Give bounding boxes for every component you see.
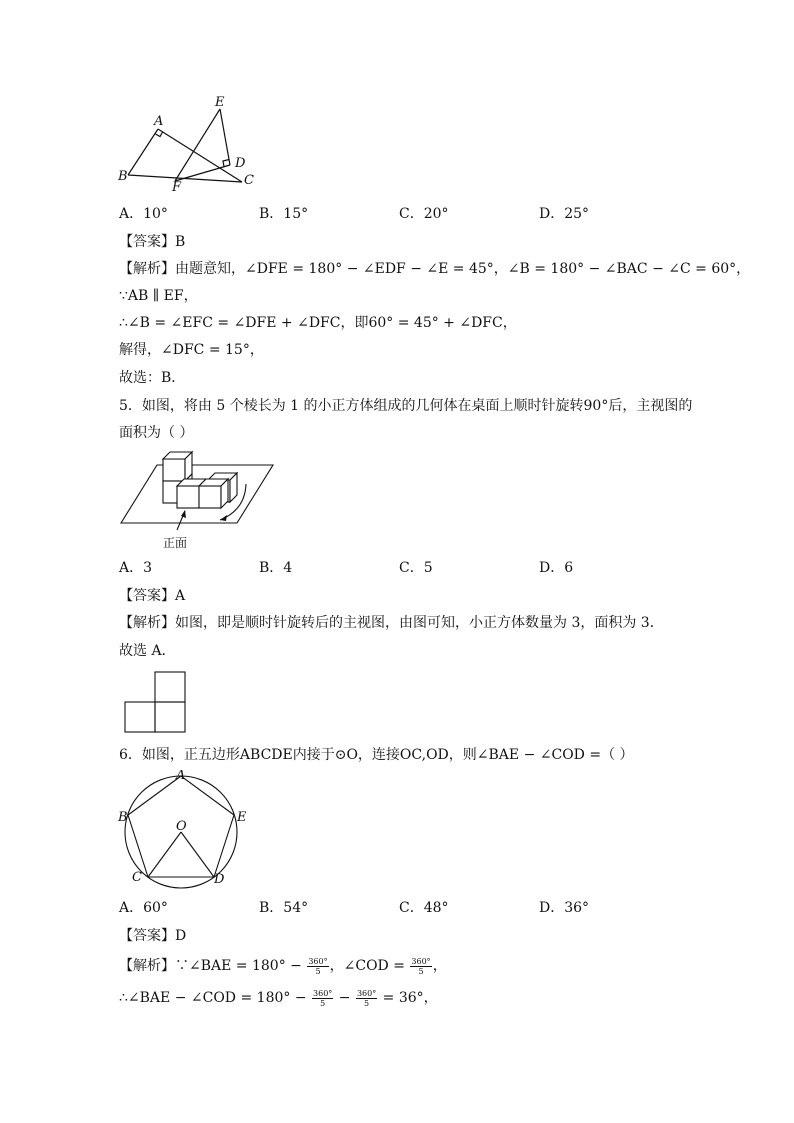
q6-question: 6．如图，正五边形ABCDE内接于⊙O，连接OC,OD，则∠BAE − ∠COD =（ ）	[119, 747, 634, 763]
fraction-numerator: 360°	[313, 988, 333, 998]
q6-option-a: A．60°	[119, 900, 168, 916]
label-E: E	[215, 95, 225, 110]
label-D: D	[214, 872, 225, 887]
q5-answer: 【答案】A	[119, 588, 186, 604]
q4-analysis-line-5: 故选：B．	[119, 370, 186, 386]
fraction-denominator: 5	[418, 966, 424, 976]
q5-question-line-1: 5．如图，将由 5 个棱长为 1 的小正方体组成的几何体在桌面上顺时针旋转90°后，主视图的	[119, 398, 693, 414]
fraction	[307, 957, 328, 976]
fraction	[356, 989, 377, 1008]
cubes-figure	[115, 448, 280, 552]
pentagon-circle-figure	[115, 770, 250, 890]
q6-analysis-line-1	[119, 954, 447, 978]
analysis2-middle: −	[334, 990, 355, 1006]
q4-analysis-line-2: ∵AB ∥ EF，	[119, 288, 198, 304]
q4-answer: 【答案】B	[119, 234, 186, 250]
analysis2-prefix: ∴∠BAE − ∠COD = 180° −	[119, 990, 312, 1006]
fraction-numerator: 360°	[308, 956, 328, 966]
q5-option-c: C．5	[399, 560, 433, 576]
q6-analysis-line-2	[119, 986, 438, 1010]
q4-analysis-line-3: ∴∠B = ∠EFC = ∠DFE + ∠DFC，即60° = 45° + ∠DFC，	[119, 315, 517, 331]
triangle-figure	[112, 92, 272, 194]
q6-option-b: B．54°	[259, 900, 309, 916]
q4-option-c: C．20°	[399, 206, 449, 222]
label-C: C	[132, 870, 142, 885]
fraction-denominator: 5	[364, 998, 370, 1008]
q4-option-d: D．25°	[539, 206, 590, 222]
label-A: A	[154, 114, 164, 129]
q5-analysis-line-1: 【解析】如图，即是顺时针旋转后的主视图，由图可知，小正方体数量为 3，面积为 3．	[119, 615, 664, 631]
fraction-numerator: 360°	[356, 988, 377, 998]
label-B: B	[118, 810, 128, 825]
analysis1-suffix: ，	[432, 958, 447, 974]
q5-option-a: A．3	[119, 560, 153, 576]
label-D: D	[235, 156, 246, 171]
q6-option-c: C．48°	[399, 900, 449, 916]
fraction	[312, 989, 333, 1008]
q5-question-line-2: 面积为（ ）	[119, 425, 194, 441]
q6-answer: 【答案】D	[119, 928, 187, 944]
label-F: F	[172, 180, 182, 194]
q6-option-d: D．36°	[539, 900, 590, 916]
q5-analysis-line-2: 故选 A．	[119, 643, 176, 659]
analysis1-prefix: 【解析】∵∠BAE = 180° −	[119, 958, 307, 974]
q5-option-d: D．6	[539, 560, 574, 576]
q4-option-a: A．10°	[119, 206, 168, 222]
q5-option-b: B．4	[259, 560, 293, 576]
label-A: A	[176, 770, 186, 783]
front-label: 正面	[163, 536, 188, 550]
label-O: O	[176, 819, 187, 834]
analysis1-middle: ，∠COD =	[329, 958, 410, 974]
fraction-numerator: 360°	[411, 956, 431, 966]
fraction	[410, 957, 431, 976]
label-C: C	[244, 173, 254, 188]
q4-analysis-line-4: 解得，∠DFC = 15°，	[119, 342, 264, 358]
q4-option-b: B．15°	[259, 206, 309, 222]
label-E: E	[237, 810, 247, 825]
analysis2-suffix: = 36°，	[378, 990, 438, 1006]
fraction-denominator: 5	[315, 966, 321, 976]
fraction-denominator: 5	[320, 998, 326, 1008]
front-view-figure	[123, 670, 189, 734]
q4-analysis-line-1: 【解析】由题意知，∠DFE = 180° − ∠EDF − ∠E = 45°，∠B = 180° − ∠BAC − ∠C = 60°，	[119, 261, 751, 277]
label-B: B	[118, 169, 128, 184]
